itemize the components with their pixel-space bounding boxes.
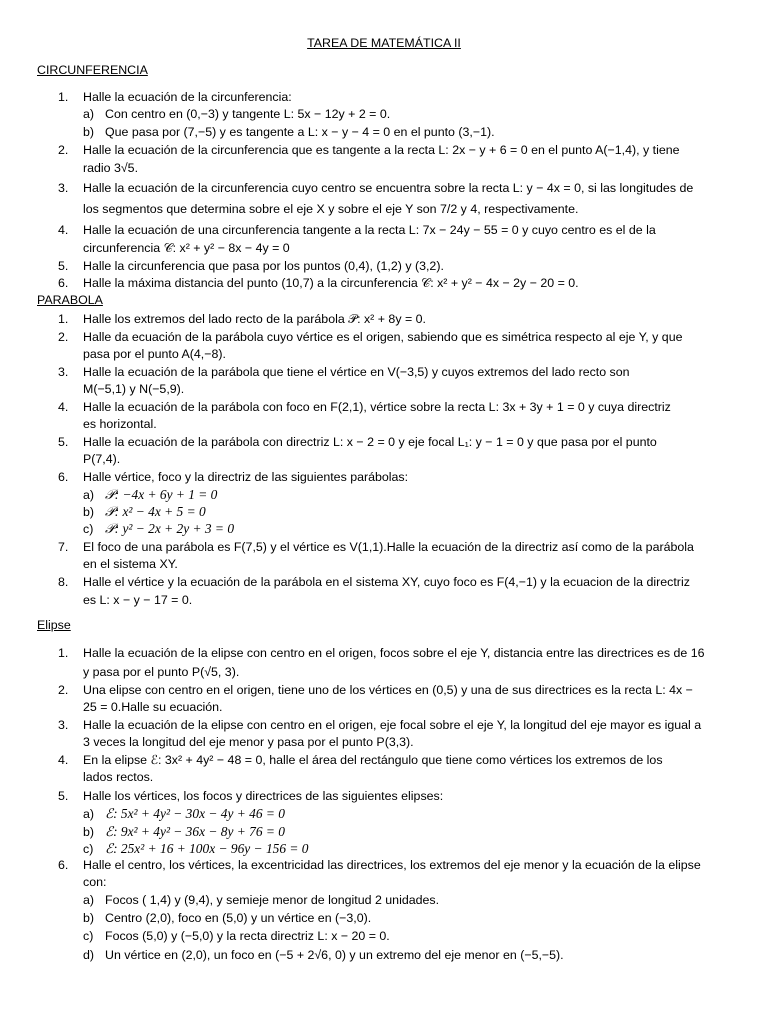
exercise-line: con: [83,875,107,889]
item-number: 2. [58,330,69,344]
exercise-line: Halle la circunferencia que pasa por los puntos (0,4), (1,2) y (3,2). [83,259,444,273]
sub-label: a) [83,893,95,907]
exercise-line: Halle los extremos del lado recto de la parábola 𝒫: x² + 8y = 0. [83,312,426,326]
sub-text: Focos (5,0) y (−5,0) y la recta directriz L: x − 20 = 0. [105,929,390,943]
sub-exercise [83,910,723,927]
exercise-line: Halle la ecuación de la parábola con foco en F(2,1), vértice sobre la recta L: 3x + 3y + 1 = 0 y cuya directriz [83,400,671,414]
exercise-line: lados rectos. [83,770,154,784]
sub-exercise [83,928,723,945]
exercise-line: En la elipse ℰ: 3x² + 4y² − 48 = 0, halle el área del rectángulo que tiene como vértices los extremos de los [83,753,663,767]
sub-label: a) [83,488,95,502]
sub-equation: 𝒫: −4x + 6y + 1 = 0 [105,487,218,502]
sub-text: Que pasa por (7,−5) y es tangente a L: x − y − 4 = 0 en el punto (3,−1). [105,125,495,139]
item-number: 4. [58,753,69,767]
exercise-line: P(7,4). [83,452,121,466]
exercise-line: Halle la máxima distancia del punto (10,7) a la circunferencia 𝒞: x² + y² − 4x − 2y − 20 = 0. [83,276,579,290]
sub-label: a) [83,807,95,821]
sub-exercise [83,124,723,141]
sub-equation: 𝒫: y² − 2x + 2y + 3 = 0 [105,521,235,536]
item-number: 2. [58,683,69,697]
sub-label: b) [83,505,95,519]
item-number: 1. [58,90,69,104]
sub-label: b) [83,911,95,925]
sub-exercise [83,520,723,538]
exercise-line: Halle da ecuación de la parábola cuyo vértice es el origen, sabiendo que es simétrica respecto al eje Y, y que [83,330,683,344]
exercise-line: radio 3√5. [83,161,139,175]
item-number: 5. [58,435,69,449]
item-number: 7. [58,540,69,554]
sub-text: Un vértice en (2,0), un foco en (−5 + 2√6, 0) y un extremo del eje menor en (−5,−5). [105,948,564,962]
exercise-line: Halle la ecuación de una circunferencia tangente a la recta L: 7x − 24y − 55 = 0 y cuyo centro es el de la [83,223,656,237]
sub-label: d) [83,948,95,962]
sub-exercise [83,947,723,964]
item-number: 6. [58,276,69,290]
exercise-line: Halle la ecuación de la parábola con directriz L: x − 2 = 0 y eje focal L₁: y − 1 = 0 y que pasa por el punto [83,435,657,449]
exercise-line: El foco de una parábola es F(7,5) y el vértice es V(1,1).Halle la ecuación de la directriz así como de la parábola [83,540,694,554]
sub-equation: 𝒫: x² − 4x + 5 = 0 [105,504,206,519]
item-number: 5. [58,259,69,273]
sub-equation: ℰ: 9x² + 4y² − 36x − 8y + 76 = 0 [105,824,285,839]
sub-text: Con centro en (0,−3) y tangente L: 5x − 12y + 2 = 0. [105,107,391,121]
exercise-line: 25 = 0.Halle su ecuación. [83,700,223,714]
section-heading-circunferencia: CIRCUNFERENCIA [37,63,148,77]
sub-exercise [83,503,723,521]
item-number: 1. [58,312,69,326]
sub-label: c) [83,842,94,856]
sub-exercise [83,486,723,504]
sub-label: c) [83,929,94,943]
exercise-line: y pasa por el punto P(√5, 3). [83,665,240,679]
item-number: 1. [58,646,69,660]
item-number: 3. [58,718,69,732]
exercise-line: es L: x − y − 17 = 0. [83,593,193,607]
exercise-line: en el sistema XY. [83,557,178,571]
sub-equation: ℰ: 5x² + 4y² − 30x − 4y + 46 = 0 [105,806,285,821]
item-number: 2. [58,143,69,157]
sub-text: Centro (2,0), foco en (5,0) y un vértice en (−3,0). [105,911,372,925]
document-title: TAREA DE MATEMÁTICA II [307,36,461,50]
exercise-line: es horizontal. [83,417,157,431]
sub-exercise [83,892,723,909]
sub-exercise [83,805,723,823]
sub-label: b) [83,825,95,839]
section-heading-parabola: PARABOLA [37,293,103,307]
exercise-line: Halle el vértice y la ecuación de la parábola en el sistema XY, cuyo foco es F(4,−1) y la ecuacion de la directriz [83,575,690,589]
exercise-line: Halle la ecuación de la elipse con centro en el origen, focos sobre el eje Y, distancia entre las directrices es de 16 [83,646,705,660]
sub-label: c) [83,522,94,536]
exercise-line: Halle la ecuación de la circunferencia cuyo centro se encuentra sobre la recta L: y − 4x = 0, si las longitudes de [83,181,694,195]
exercise-text: Halle los vértices, los focos y directrices de las siguientes elipses: [83,789,444,803]
item-number: 3. [58,365,69,379]
exercise-line: los segmentos que determina sobre el eje X y sobre el eje Y son 7/2 y 4, respectivamente. [83,202,579,216]
section-heading-elipse: Elipse [37,618,71,632]
sub-label: b) [83,125,95,139]
exercise-text: Halle vértice, foco y la directriz de las siguientes parábolas: [83,470,409,484]
sub-equation: ℰ: 25x² + 16 + 100x − 96y − 156 = 0 [105,841,309,856]
exercise-line: Halle el centro, los vértices, la excentricidad las directrices, los extremos del eje menor y la ecuación de la elipse [83,858,701,872]
sub-exercise [83,840,723,858]
item-number: 6. [58,858,69,872]
exercise-text: Halle la ecuación de la circunferencia: [83,90,292,104]
exercise-line: Halle la ecuación de la circunferencia que es tangente a la recta L: 2x − y + 6 = 0 en el punto A(−1,4), y tiene [83,143,680,157]
exercise-line: Una elipse con centro en el origen, tiene uno de los vértices en (0,5) y una de sus directrices es la recta L: 4x − [83,683,693,697]
exercise-line: circunferencia 𝒞: x² + y² − 8x − 4y = 0 [83,241,290,255]
item-number: 5. [58,789,69,803]
exercise-line: pasa por el punto A(4,−8). [83,347,226,361]
item-number: 4. [58,400,69,414]
item-number: 6. [58,470,69,484]
sub-exercise [83,106,723,123]
item-number: 4. [58,223,69,237]
exercise-line: 3 veces la longitud del eje menor y pasa por el punto P(3,3). [83,735,414,749]
exercise-line: Halle la ecuación de la parábola que tiene el vértice en V(−3,5) y cuyos extremos del lado recto son [83,365,630,379]
sub-label: a) [83,107,95,121]
sub-text: Focos ( 1,4) y (9,4), y semieje menor de longitud 2 unidades. [105,893,440,907]
exercise-line: M(−5,1) y N(−5,9). [83,382,185,396]
item-number: 3. [58,181,69,195]
exercise-line: Halle la ecuación de la elipse con centro en el origen, eje focal sobre el eje Y, la longitud del eje mayor es igual a [83,718,702,732]
item-number: 8. [58,575,69,589]
sub-exercise [83,823,723,841]
